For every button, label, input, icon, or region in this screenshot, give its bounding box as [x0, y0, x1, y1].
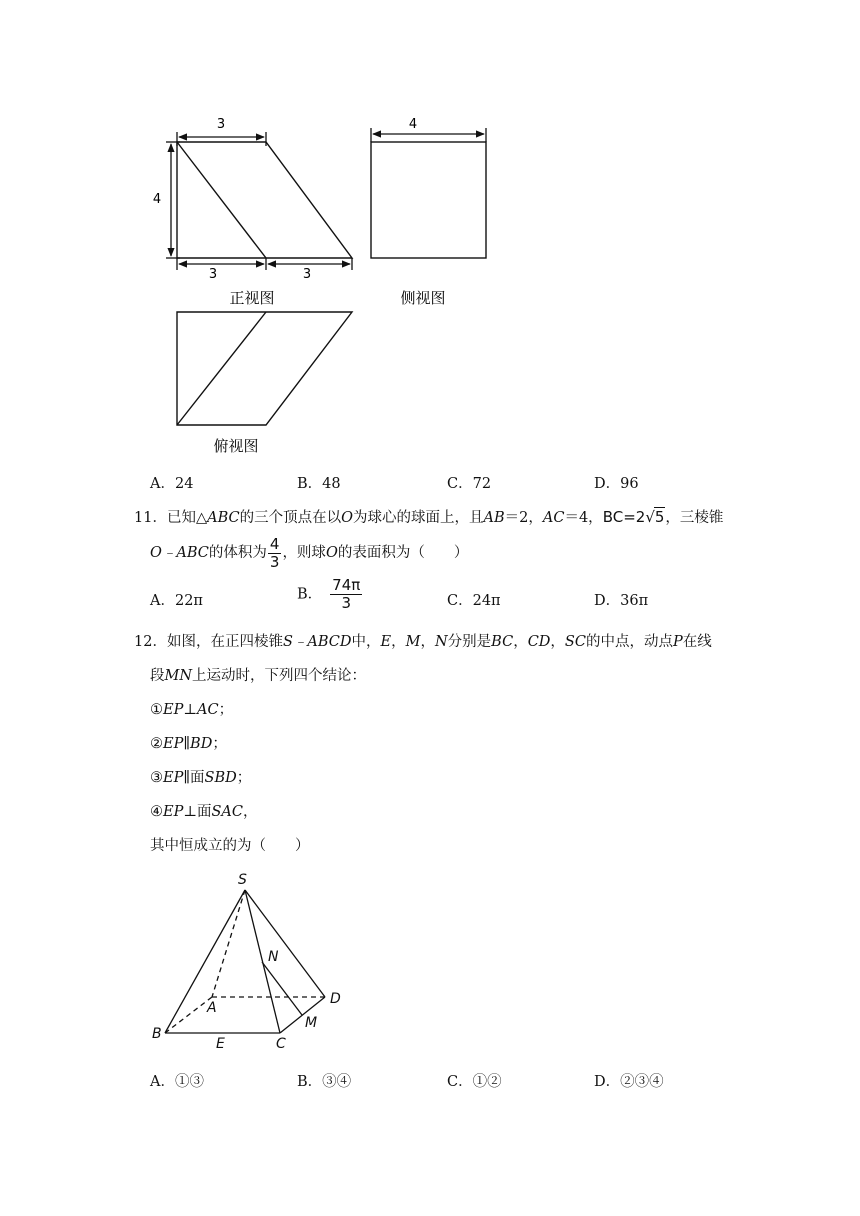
q11-number: 11． [134, 510, 167, 526]
top-view-label: 俯视图 [213, 437, 259, 455]
front-bottom-left-dim: 3 [208, 267, 218, 282]
q12-line2: 段MN上运动时，下列四个结论： [150, 668, 367, 684]
q11-choice-b[interactable]: B． $\frac{74\pi}{3}$ [297, 576, 361, 612]
q12-conclusion: 其中恒成立的为（ ） [150, 838, 310, 854]
vertex-S: S [238, 872, 247, 888]
top-view [177, 312, 352, 425]
side-top-dim: 4 [408, 117, 418, 132]
vertex-B: B [152, 1026, 162, 1042]
q10-choice-a[interactable]: A．24 [150, 476, 194, 492]
q12-choice-b[interactable]: B．③④ [297, 1074, 352, 1090]
q10-choice-b[interactable]: B．48 [297, 476, 341, 492]
point-M: M [305, 1015, 318, 1031]
vertex-N: N [268, 949, 279, 965]
vertex-D: D [330, 991, 341, 1007]
q11-choice-d[interactable]: D．36π [594, 593, 649, 609]
front-top-dim: 3 [216, 117, 226, 132]
front-view [177, 142, 352, 258]
side-view [371, 142, 486, 258]
q12-statement-3: ③EP∥面SBD； [150, 770, 252, 786]
q10-choice-c[interactable]: C．72 [447, 476, 492, 492]
vertex-A: A [207, 1000, 217, 1016]
q12-number: 12． [134, 634, 167, 650]
q11-choice-a[interactable]: A．22π [150, 593, 203, 609]
q12-statement-1: ①EP⊥AC； [150, 702, 234, 718]
q11-line2: O﹣ABC的体积为 $\frac{4}{3}$ ，则球O的表面积为（ ） [150, 534, 469, 571]
q12-statement-2: ②EP∥BD； [150, 736, 227, 752]
q11-choice-c[interactable]: C．24π [447, 593, 501, 609]
front-bottom-right-dim: 3 [302, 267, 312, 282]
q10-choice-d[interactable]: D．96 [594, 476, 639, 492]
vertex-C: C [276, 1036, 286, 1052]
q11-volume-fraction: $\frac{4}{3}$ [269, 534, 280, 571]
q11-line1: 11．已知△ABC的三个顶点在以O为球心的球面上，且AB＝2，AC＝4，BC=2√5，三棱锥 [134, 508, 724, 526]
q12-statement-4: ④EP⊥面SAC， [150, 804, 258, 820]
side-view-label: 侧视图 [400, 289, 446, 307]
front-left-dim: 4 [152, 192, 162, 207]
q12-choice-a[interactable]: A．①③ [150, 1074, 204, 1090]
q12-choice-d[interactable]: D．②③④ [594, 1074, 664, 1090]
three-view-figure [0, 0, 860, 470]
q12-choice-c[interactable]: C．①② [447, 1074, 502, 1090]
side-dimensions [371, 128, 486, 142]
q12-line1: 12．如图，在正四棱锥S﹣ABCD中，E，M，N分别是BC，CD，SC的中点，动点P在线 [134, 634, 712, 650]
pyramid-figure [0, 860, 420, 1060]
bc-expression: BC=2√5 [602, 508, 665, 526]
front-view-label: 正视图 [229, 289, 275, 307]
point-E: E [216, 1036, 225, 1052]
